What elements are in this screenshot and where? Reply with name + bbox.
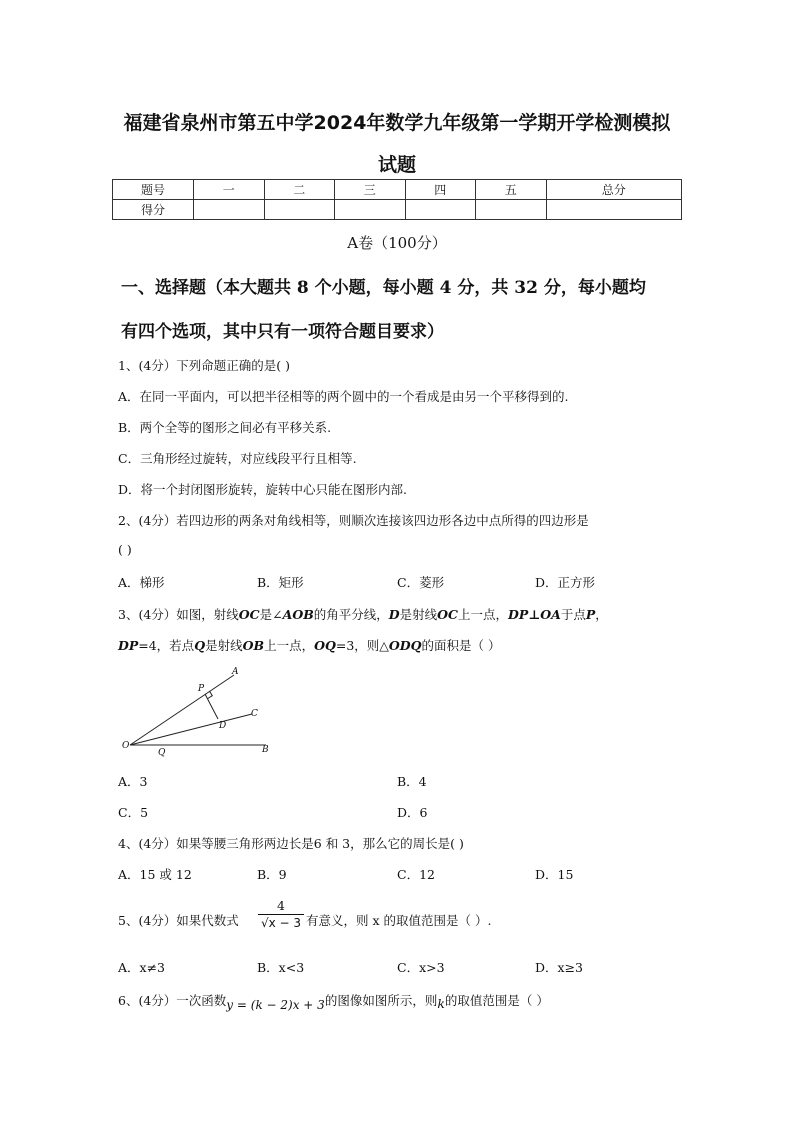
question-5-stem-end: 有意义，则 x 的取值范围是（ ）. xyxy=(306,913,492,928)
label-q: Q xyxy=(158,748,166,758)
score-input-cell[interactable] xyxy=(546,200,682,220)
part-heading: A卷（100分） xyxy=(347,234,447,252)
question-4-option-d[interactable]: D．15 xyxy=(535,867,574,882)
label-b: B xyxy=(262,745,269,755)
document-title-continued: 试题 xyxy=(377,154,416,176)
question-2-option-d[interactable]: D．正方形 xyxy=(535,575,596,590)
fraction-numerator: 4 xyxy=(277,898,285,913)
label-o: O xyxy=(122,741,130,751)
score-table-score-row xyxy=(113,200,682,220)
section-heading-continued: 有四个选项，其中只有一项符合题目要求） xyxy=(121,322,444,342)
question-5-option-b[interactable]: B．x<3 xyxy=(257,960,305,975)
question-3-option-a[interactable]: A．3 xyxy=(118,774,148,789)
label-d: D xyxy=(219,721,227,731)
question-3-stem: 3、(4分）如图，射线OC是∠AOB的角平分线，D是射线OC上一点，DP⊥OA于点P， xyxy=(118,607,608,622)
question-1-option-c[interactable]: C．三角形经过旋转，对应线段平行且相等. xyxy=(118,451,357,466)
score-table-cell: 三 xyxy=(335,180,406,200)
fraction-denominator: √x − 3 xyxy=(260,916,302,930)
section-heading: 一、选择题（本大题共 8 个小题，每小题 4 分，共 32 分，每小题均 xyxy=(121,278,646,298)
score-input-cell[interactable] xyxy=(264,200,335,220)
question-2-stem: 2、(4分）若四边形的两条对角线相等，则顺次连接该四边形各边中点所得的四边形是 xyxy=(118,513,589,528)
ray-oa xyxy=(130,675,234,745)
question-5-option-d[interactable]: D．x≥3 xyxy=(535,960,583,975)
question-1-stem: 1、(4分）下列命题正确的是( ) xyxy=(118,358,291,373)
score-table-cell: 二 xyxy=(264,180,335,200)
question-3-option-b[interactable]: B．4 xyxy=(397,774,427,789)
segment-dp xyxy=(205,694,218,719)
question-2-option-b[interactable]: B．矩形 xyxy=(257,575,304,590)
question-4-option-b[interactable]: B．9 xyxy=(257,867,287,882)
score-table-cell: 四 xyxy=(405,180,476,200)
question-5-stem-start: 5、(4分）如果代数式 xyxy=(118,913,239,928)
fraction-expression xyxy=(258,898,304,930)
score-table-cell: 总分 xyxy=(546,180,682,200)
score-input-cell[interactable] xyxy=(405,200,476,220)
score-table-cell: 题号 xyxy=(113,180,194,200)
ray-oc xyxy=(130,714,252,745)
score-input-cell[interactable] xyxy=(194,200,265,220)
linear-function-formula: y = (k − 2)x + 3 xyxy=(226,998,325,1012)
question-1-option-d[interactable]: D．将一个封闭图形旋转，旋转中心只能在图形内部. xyxy=(118,482,407,497)
question-5-option-c[interactable]: C．x>3 xyxy=(397,960,445,975)
question-3-option-d[interactable]: D．6 xyxy=(397,805,428,820)
question-5-option-a[interactable]: A．x≠3 xyxy=(118,960,166,975)
question-4-option-a[interactable]: A．15 或 12 xyxy=(118,867,192,882)
label-c: C xyxy=(251,709,258,719)
document-title: 福建省泉州市第五中学2024年数学九年级第一学期开学检测模拟 xyxy=(123,112,671,134)
question-6-stem: 6、(4分）一次函数y = (k − 2)x + 3的图像如图所示，则k的取值范围是（ ） xyxy=(118,993,549,1012)
label-p: P xyxy=(198,684,205,694)
angle-bisector-figure xyxy=(118,664,278,760)
score-input-cell[interactable] xyxy=(476,200,547,220)
question-4-stem: 4、(4分）如果等腰三角形两边长是6 和 3，那么它的周长是( ) xyxy=(118,836,464,851)
score-table xyxy=(112,179,682,220)
question-3-stem-continued: DP=4，若点Q是射线OB上一点，OQ=3，则△ODQ的面积是（ ） xyxy=(118,638,501,653)
score-table-cell: 得分 xyxy=(113,200,194,220)
question-1-option-a[interactable]: A．在同一平面内，可以把半径相等的两个圆中的一个看成是由另一个平移得到的. xyxy=(118,389,569,404)
label-a: A xyxy=(232,667,239,677)
question-4-option-c[interactable]: C．12 xyxy=(397,867,435,882)
score-table-header-row xyxy=(113,180,682,200)
question-3-option-c[interactable]: C．5 xyxy=(118,805,149,820)
question-1-option-b[interactable]: B．两个全等的图形之间必有平移关系. xyxy=(118,420,332,435)
score-table-cell: 五 xyxy=(476,180,547,200)
score-input-cell[interactable] xyxy=(335,200,406,220)
question-2-option-c[interactable]: C．菱形 xyxy=(397,575,445,590)
question-2-answer-paren: ( ) xyxy=(118,542,132,557)
fraction-bar xyxy=(258,914,304,915)
score-table-cell: 一 xyxy=(194,180,265,200)
question-2-option-a[interactable]: A．梯形 xyxy=(118,575,165,590)
